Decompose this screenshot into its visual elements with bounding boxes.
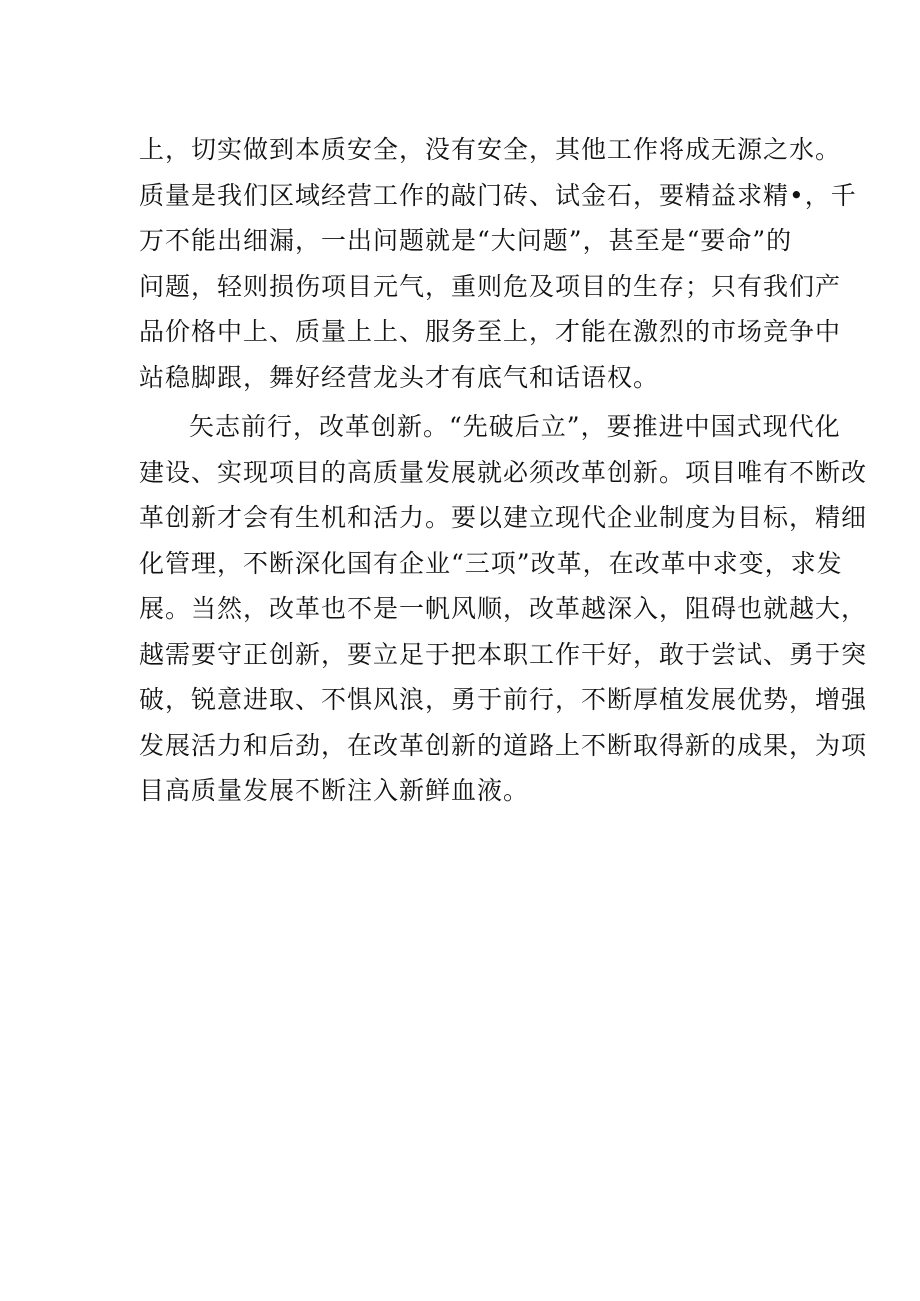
paragraph-line: 上，切实做到本质安全，没有安全，其他工作将成无源之水。 [139,135,842,164]
paragraph-line: 化管理，不断深化国有企业“三项”改革，在改革中求变，求发 [139,548,843,578]
paragraph-line: 矢志前行，改革创新。“先破后立”，要推进中国式现代化 [189,412,841,441]
document-body [139,127,868,814]
paragraph-line: 破，锐意进取、不惧风浪，勇于前行，不断厚植发展优势，增强 [139,685,868,714]
paragraph-line: 品价格中上、质量上上、服务至上，才能在激烈的市场竞争中 [139,317,842,346]
paragraph-quality-safety [139,127,857,400]
paragraph-line: 发展活力和后劲，在改革创新的道路上不断取得新的成果，为项 [139,730,868,760]
paragraph-line: 越需要守正创新，要立足于把本职工作干好，敢于尝试、勇于突 [139,639,868,669]
paragraph-reform-innovation [139,404,868,814]
paragraph-line: 万不能出细漏，一出问题就是“大问题”，甚至是“要命”的 [139,226,793,255]
paragraph-line: 目高质量发展不断注入新鲜血液。 [139,776,530,805]
paragraph-line: 建设、实现项目的高质量发展就必须改革创新。项目唯有不断改 [139,457,868,487]
paragraph-line: 革创新才会有生机和活力。要以建立现代企业制度为目标，精细 [139,503,868,532]
paragraph-line: 站稳脚跟，舞好经营龙头才有底气和话语权。 [139,362,660,392]
paragraph-line: 展。当然，改革也不是一帆风顺，改革越深入，阻碍也就越大， [139,594,868,623]
paragraph-line: 质量是我们区域经营工作的敲门砖、试金石，要精益求精•，千 [139,180,857,210]
paragraph-line: 问题，轻则损伤项目元气，重则危及项目的生存；只有我们产 [139,271,842,301]
